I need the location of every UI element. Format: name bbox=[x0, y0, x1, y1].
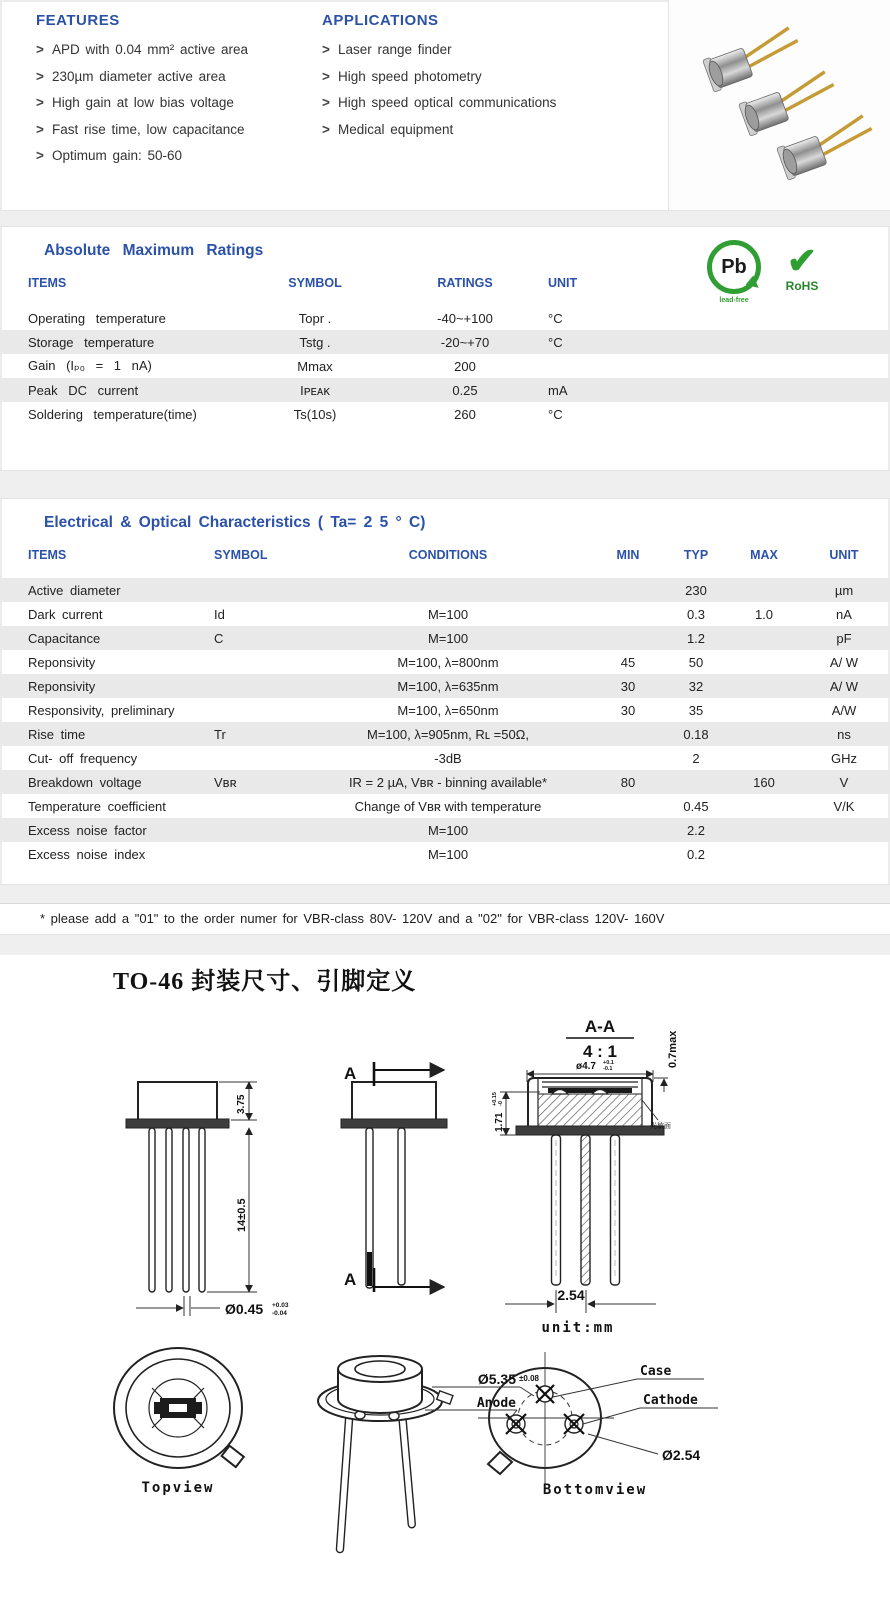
list-item bbox=[322, 117, 572, 144]
cell-item: Cut- off frequency bbox=[28, 750, 138, 766]
scale-label: 4 : 1 bbox=[582, 1042, 618, 1061]
section-a-label-bottom: A bbox=[344, 1270, 357, 1289]
cell-unit: pF bbox=[798, 626, 890, 650]
cell-filler bbox=[660, 378, 890, 402]
applications-list bbox=[322, 37, 572, 143]
bullet-icon: > bbox=[322, 121, 330, 137]
cap-height-dim: 3.75 bbox=[236, 1094, 247, 1114]
table-row bbox=[0, 674, 890, 698]
cell-typ: 0.45 bbox=[683, 798, 709, 814]
cell-symbol bbox=[190, 698, 302, 722]
flange-diameter-dim: Ø5.35 bbox=[477, 1371, 516, 1387]
bullet-icon: > bbox=[36, 95, 44, 110]
lead-free-caption: lead-free bbox=[719, 297, 749, 304]
package-drawings bbox=[0, 1000, 890, 1600]
table-row bbox=[0, 578, 890, 602]
cell-max bbox=[730, 578, 798, 602]
cell-min bbox=[594, 578, 662, 602]
cell-min bbox=[594, 842, 662, 866]
section-divider bbox=[0, 210, 890, 227]
table-row bbox=[0, 378, 890, 402]
cap-dia-tol-dn: -0.1 bbox=[603, 1066, 613, 1072]
applications-column bbox=[322, 12, 572, 143]
cell-typ: 50 bbox=[688, 654, 704, 670]
features-section bbox=[0, 0, 890, 210]
electrical-title: Electrical & Optical Characteristics ( Ta= 2 5 ° C) bbox=[44, 514, 426, 531]
cell-conditions: M=100 bbox=[302, 626, 594, 650]
col-header: ITEMS bbox=[28, 548, 67, 562]
table-row bbox=[0, 330, 890, 354]
table-row bbox=[0, 698, 890, 722]
cell-symbol: Tr bbox=[190, 722, 302, 746]
cell-max: 1.0 bbox=[754, 606, 774, 622]
col-header: SYMBOL bbox=[288, 276, 342, 290]
cell-unit: V/K bbox=[833, 798, 855, 814]
features-title: FEATURES bbox=[36, 12, 120, 29]
lead-dia-tol-dn: -0.04 bbox=[272, 1310, 287, 1317]
cell-rating: 0.25 bbox=[390, 378, 540, 402]
col-header: TYP bbox=[683, 548, 709, 562]
check-icon: ✔ bbox=[786, 240, 818, 281]
cell-symbol: Mmax bbox=[297, 358, 333, 374]
case-label: Case bbox=[640, 1364, 672, 1379]
col-header: SYMBOL bbox=[214, 548, 268, 562]
cell-conditions: M=100, λ=635nm bbox=[302, 674, 594, 698]
section-name-label: A-A bbox=[584, 1017, 616, 1036]
table-row bbox=[0, 818, 890, 842]
cell-item: Active diameter bbox=[0, 578, 190, 602]
cell-min: 45 bbox=[620, 654, 636, 670]
section-divider bbox=[0, 884, 890, 905]
cell-max bbox=[730, 746, 798, 770]
cell-min bbox=[594, 746, 662, 770]
cell-symbol: Id bbox=[214, 606, 225, 622]
electrical-section bbox=[0, 498, 890, 884]
perspective-view-drawing bbox=[318, 1356, 453, 1553]
cell-item: Dark current bbox=[28, 606, 103, 622]
cell-conditions: IR = 2 µA, Vʙʀ - binning available* bbox=[302, 770, 594, 794]
footnote-strip bbox=[0, 903, 890, 936]
section-a-label-top: A bbox=[344, 1064, 357, 1083]
cell-conditions: M=100, λ=905nm, Rʟ =50Ω, bbox=[302, 722, 594, 746]
section-divider bbox=[0, 934, 890, 957]
lead-pitch-dim: 2.54 bbox=[557, 1287, 585, 1303]
cell-min bbox=[594, 722, 662, 746]
table-row bbox=[0, 354, 890, 378]
cell-symbol bbox=[190, 818, 302, 842]
lead-diameter-dim: Ø0.45 bbox=[225, 1301, 264, 1317]
bullet-icon: > bbox=[36, 148, 44, 163]
cell-max bbox=[730, 674, 798, 698]
bullet-icon: > bbox=[322, 95, 330, 110]
applications-title: APPLICATIONS bbox=[322, 12, 439, 29]
col-header: ITEMS bbox=[28, 276, 67, 290]
photosensitive-surface-label: 光敏面 bbox=[650, 1123, 671, 1130]
header-row bbox=[0, 544, 890, 578]
cell-item: Gain (Iₚ₀ = 1 nA) bbox=[28, 358, 152, 373]
cell-unit: mA bbox=[540, 378, 660, 402]
cell-symbol: Vʙʀ bbox=[190, 770, 302, 794]
list-item bbox=[36, 37, 326, 64]
flange-dia-tol: ±0.08 bbox=[519, 1374, 539, 1383]
cell-item: Reponsivity bbox=[0, 674, 190, 698]
cap-diameter-dim: ø4.7 bbox=[575, 1061, 597, 1072]
bullet-icon: > bbox=[322, 42, 330, 57]
table-row bbox=[0, 842, 890, 866]
cell-unit: °C bbox=[548, 406, 563, 422]
col-header: RATINGS bbox=[437, 276, 493, 290]
cell-rating: 260 bbox=[454, 406, 476, 422]
cell-max bbox=[730, 698, 798, 722]
col-header: CONDITIONS bbox=[408, 548, 488, 562]
bullet-icon: > bbox=[36, 68, 44, 84]
cell-unit: A/ W bbox=[829, 654, 859, 670]
list-item bbox=[36, 143, 326, 170]
abs-max-ratings-section bbox=[0, 226, 890, 470]
lead-dia-tol-up: +0.03 bbox=[272, 1302, 289, 1309]
pb-text: Pb bbox=[721, 255, 747, 278]
cell-item: Storage temperature bbox=[0, 330, 240, 354]
anode-label: Anode bbox=[476, 1396, 516, 1411]
cell-symbol bbox=[190, 794, 302, 818]
cell-max bbox=[730, 722, 798, 746]
cell-unit: A/W bbox=[831, 702, 857, 718]
list-item-text: APD with 0.04 mm² active area bbox=[52, 42, 249, 57]
bottomview-drawing bbox=[425, 1352, 718, 1498]
cell-min: 30 bbox=[594, 674, 662, 698]
table-row bbox=[0, 602, 890, 626]
inner-height-dim: 1.71 bbox=[494, 1112, 505, 1132]
cell-max: 160 bbox=[730, 770, 798, 794]
cell-min bbox=[594, 818, 662, 842]
list-item bbox=[322, 37, 572, 64]
list-item bbox=[36, 90, 326, 117]
cell-conditions: M=100 bbox=[302, 818, 594, 842]
cell-filler bbox=[660, 330, 890, 354]
cell-unit: GHz bbox=[831, 750, 857, 766]
package-title: TO-46 封装尺寸、引脚定义 bbox=[113, 969, 417, 995]
cell-typ: 35 bbox=[688, 702, 704, 718]
cell-filler bbox=[660, 306, 890, 330]
cell-min bbox=[594, 794, 662, 818]
cathode-label: Cathode bbox=[643, 1393, 698, 1408]
cell-unit: ns bbox=[798, 722, 890, 746]
list-item-text: High speed optical communications bbox=[338, 95, 557, 110]
cell-max bbox=[730, 794, 798, 818]
cell-min: 80 bbox=[594, 770, 662, 794]
cell-item: Excess noise index bbox=[28, 846, 146, 862]
cell-symbol: Topr . bbox=[298, 310, 332, 326]
topview-drawing bbox=[114, 1348, 244, 1496]
cell-filler bbox=[660, 354, 890, 378]
cell-conditions: Change of Vʙʀ with temperature bbox=[354, 798, 542, 814]
list-item bbox=[322, 90, 572, 117]
bottomview-label: Bottomview bbox=[542, 1482, 648, 1498]
rohs-text: RoHS bbox=[785, 279, 819, 293]
cell-symbol bbox=[190, 650, 302, 674]
cell-conditions: M=100 bbox=[427, 846, 469, 862]
bullet-icon: > bbox=[36, 121, 44, 137]
cell-symbol bbox=[190, 578, 302, 602]
cell-item: Excess noise factor bbox=[0, 818, 190, 842]
list-item bbox=[36, 117, 326, 144]
cell-max bbox=[730, 842, 798, 866]
table-row bbox=[0, 306, 890, 330]
cell-max bbox=[730, 818, 798, 842]
front-view-drawing bbox=[126, 1082, 289, 1317]
cell-typ: 2.2 bbox=[662, 818, 730, 842]
cell-typ: 0.18 bbox=[662, 722, 730, 746]
package-section bbox=[0, 955, 890, 1600]
table-row bbox=[0, 794, 890, 818]
cell-item: Breakdown voltage bbox=[0, 770, 190, 794]
list-item-text: High gain at low bias voltage bbox=[52, 95, 234, 110]
features-column bbox=[36, 12, 326, 170]
cell-max bbox=[730, 626, 798, 650]
list-item-text: Medical equipment bbox=[338, 121, 454, 137]
cross-section-drawing bbox=[492, 1017, 679, 1336]
cell-conditions: M=100, λ=650nm bbox=[397, 702, 499, 718]
footnote-text: * please add a "01" to the order numer for VBR-class 80V- 120V and a "02" for VBR-class 120V- 160V bbox=[40, 911, 665, 926]
cell-symbol bbox=[190, 842, 302, 866]
cell-unit bbox=[798, 842, 890, 866]
cell-min bbox=[594, 626, 662, 650]
cell-max bbox=[730, 650, 798, 674]
cell-typ: 32 bbox=[662, 674, 730, 698]
cell-typ: 2 bbox=[692, 750, 700, 766]
cell-symbol: C bbox=[190, 626, 302, 650]
bullet-icon: > bbox=[322, 68, 330, 84]
table-row bbox=[0, 722, 890, 746]
cell-min: 30 bbox=[620, 702, 636, 718]
product-photo bbox=[668, 0, 890, 210]
cell-rating: -40~+100 bbox=[437, 310, 493, 326]
cell-filler bbox=[660, 402, 890, 426]
list-item-text: High speed photometry bbox=[338, 68, 482, 84]
table-row bbox=[0, 402, 890, 426]
cell-item: Reponsivity bbox=[28, 654, 96, 670]
cell-typ bbox=[662, 770, 730, 794]
cell-typ: 1.2 bbox=[662, 626, 730, 650]
cell-typ: 0.2 bbox=[686, 846, 706, 862]
rohs-logo bbox=[772, 240, 832, 293]
list-item-text: Laser range finder bbox=[338, 42, 452, 57]
list-item-text: 230µm diameter active area bbox=[52, 68, 226, 84]
cell-typ: 230 bbox=[662, 578, 730, 602]
cell-symbol bbox=[190, 674, 302, 698]
features-list bbox=[36, 37, 326, 170]
cell-conditions bbox=[302, 578, 594, 602]
table-row bbox=[0, 770, 890, 794]
abs-max-title: Absolute Maximum Ratings bbox=[44, 242, 264, 259]
photodiode-photo-illustration bbox=[669, 0, 890, 210]
cell-item: Capacitance bbox=[0, 626, 190, 650]
cell-symbol bbox=[190, 746, 302, 770]
table-row bbox=[0, 746, 890, 770]
inner-height-tol-dn: -0 bbox=[498, 1101, 504, 1106]
cell-min bbox=[594, 602, 662, 626]
bullet-icon: > bbox=[36, 42, 44, 57]
cell-unit: nA bbox=[836, 606, 852, 622]
cell-symbol: Iᴘᴇᴀᴋ bbox=[240, 378, 390, 402]
list-item-text: Fast rise time, low capacitance bbox=[52, 121, 245, 137]
unit-label: unit:mm bbox=[541, 1320, 615, 1336]
cell-item: Operating temperature bbox=[28, 310, 166, 326]
cell-unit: °C bbox=[548, 310, 563, 326]
cell-rating: -20~+70 bbox=[390, 330, 540, 354]
pitch-circle-diameter-dim: Ø2.54 bbox=[662, 1447, 701, 1463]
cell-conditions: -3dB bbox=[434, 750, 462, 766]
list-item bbox=[322, 64, 572, 91]
electrical-table bbox=[0, 544, 890, 866]
inner-height-tol-up: +0.15 bbox=[492, 1092, 498, 1106]
cell-unit bbox=[540, 354, 660, 378]
table-row bbox=[0, 650, 890, 674]
cell-item: Soldering temperature(time) bbox=[28, 406, 197, 422]
cell-unit: °C bbox=[540, 330, 660, 354]
pb-free-logo bbox=[702, 240, 766, 304]
cell-conditions: M=100 bbox=[427, 606, 469, 622]
cell-unit: V bbox=[798, 770, 890, 794]
col-header: UNIT bbox=[548, 276, 578, 290]
cell-typ: 0.3 bbox=[686, 606, 706, 622]
cell-unit bbox=[798, 818, 890, 842]
section-arrow-view-drawing bbox=[341, 1062, 447, 1292]
list-item-text: Optimum gain: 50-60 bbox=[52, 148, 183, 163]
cell-unit: A/ W bbox=[798, 674, 890, 698]
col-header: MIN bbox=[616, 548, 640, 562]
section-divider bbox=[0, 470, 890, 499]
cell-item: Peak DC current bbox=[0, 378, 240, 402]
list-item bbox=[36, 64, 326, 91]
col-header: MAX bbox=[750, 548, 778, 562]
cell-item: Rise time bbox=[0, 722, 190, 746]
table-row bbox=[0, 626, 890, 650]
cell-item: Responsivity, preliminary bbox=[28, 702, 175, 718]
col-header: UNIT bbox=[829, 548, 859, 562]
cell-item: Temperature coefficient bbox=[28, 798, 166, 814]
lead-length-dim: 14±0.5 bbox=[236, 1198, 248, 1232]
cell-conditions: M=100, λ=800nm bbox=[397, 654, 499, 670]
cap-dia-tol-up: +0.1 bbox=[603, 1060, 614, 1066]
cell-symbol: Ts(10s) bbox=[293, 406, 337, 422]
cell-symbol: Tstg . bbox=[240, 330, 390, 354]
cell-rating: 200 bbox=[454, 358, 476, 374]
cell-unit: µm bbox=[798, 578, 890, 602]
topview-label: Topview bbox=[141, 1480, 215, 1496]
max-height-dim: 0.7max bbox=[667, 1030, 679, 1068]
